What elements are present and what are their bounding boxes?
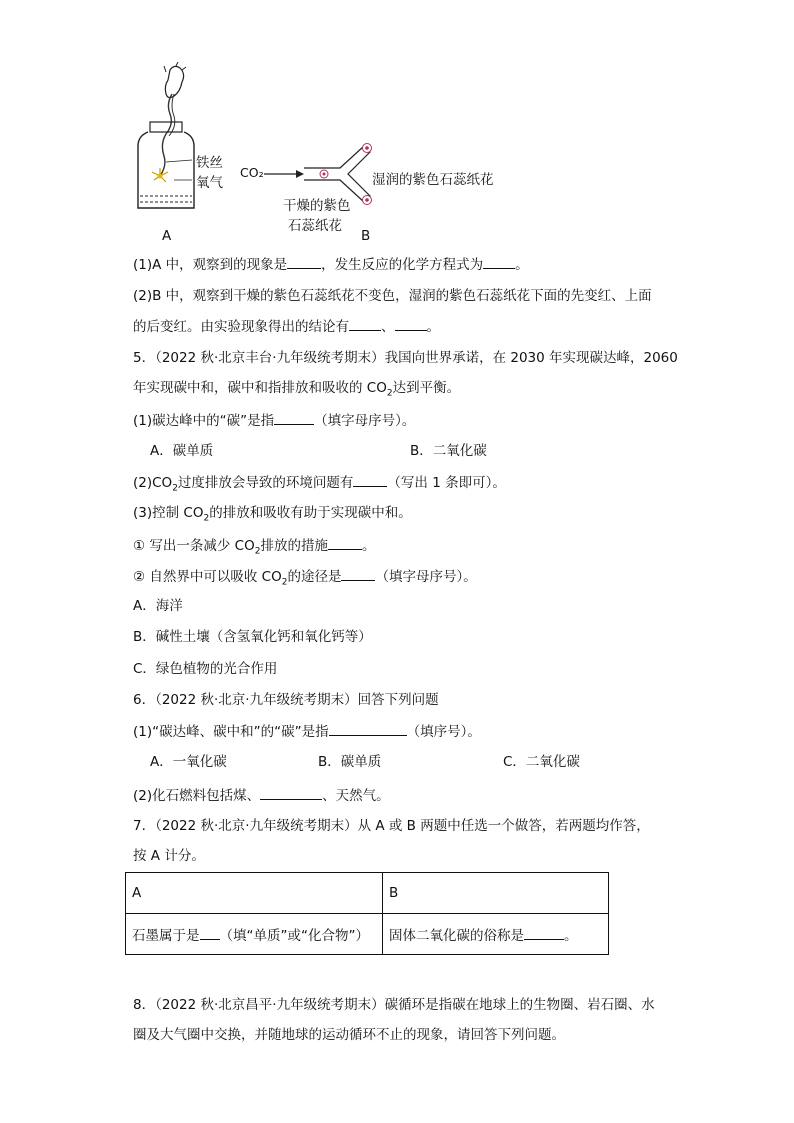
wet-flower-label: 湿润的紫色石蕊纸花 [372,172,494,188]
q5-option-b: B．碱性土壤（含氢氧化钙和氧化钙等） [133,629,372,645]
q5-part3-item2: ② 自然界中可以吸收 $CO_2$的途径是 （填字母序号）。 [133,566,477,593]
answer-blank[interactable] [274,410,314,425]
q4-part2-line2: 的后变红。由实验现象得出的结论有 、 。 [133,316,440,337]
q5-part1-option-b: B．二氧化碳 [410,443,487,459]
q6-option-c: C．二氧化碳 [503,754,580,770]
dry-flower-label-2: 石蕊纸花 [288,218,342,234]
answer-blank[interactable] [328,535,362,550]
q6-part2: (2)化石燃料包括煤、 、天然气。 [133,785,390,806]
q5-part3-item1: ① 写出一条减少 $CO_2$排放的措施 。 [133,535,375,562]
table-header-b: B [383,873,609,914]
q5-part2: $(2)CO_2$过度排放会导致的环境问题有 （写出 1 条即可）。 [133,472,506,499]
choice-table [125,872,609,955]
q8-stem-line1: 8．（2022 秋·北京昌平·九年级统考期末）碳循环是指碳在地球上的生物圈、岩石圈、水 [133,997,655,1013]
answer-blank[interactable] [329,721,407,736]
answer-blank[interactable] [395,316,427,331]
q5-part3: (3)控制 $CO_2$的排放和吸收有助于实现碳中和。 [133,505,412,524]
q6-option-a: A．一氧化碳 [150,754,227,770]
figure-a-apparatus [130,62,200,222]
oxygen-label: 氧气 [196,175,223,191]
q5-part1: (1)碳达峰中的“碳”是指 （填字母序号）。 [133,410,415,431]
dry-flower-label-1: 干燥的紫色 [283,198,351,214]
q4-part2-line1: (2)B 中，观察到干燥的紫色石蕊纸花不变色，湿润的紫色石蕊纸花下面的先变红、上面 [133,288,652,304]
q5-part1-option-a: A．碳单质 [150,443,214,459]
q5-stem-line1: 5．（2022 秋·北京丰台·九年级统考期末）我国向世界承诺，在 2030 年实现碳达峰，2060 [133,350,678,366]
q7-stem-line1: 7．（2022 秋·北京·九年级统考期末）从 A 或 B 两题中任选一个做答，若两题均作答， [133,818,650,834]
iron-wire-label: 铁丝 [196,155,223,171]
q8-stem-line2: 圈及大气圈中交换，并随地球的运动循环不止的现象，请回答下列问题。 [133,1027,565,1043]
table-cell-b: 固体二氧化碳的俗称是 。 [383,914,609,955]
q5-option-a: A．海洋 [133,598,183,614]
q5-option-c: C．绿色植物的光合作用 [133,661,278,677]
q7-stem-line2: 按 A 计分。 [133,848,205,864]
table-cell-a: 石墨属于是 （填“单质”或“化合物”） [126,914,383,955]
answer-blank[interactable] [353,472,387,487]
q6-part1: (1)“碳达峰、碳中和”的“碳”是指 （填序号）。 [133,721,481,742]
figure-b-caption: B [361,228,371,244]
q5-stem-line2: 年实现碳中和，碳中和指排放和吸收的 $CO_2$达到平衡。 [133,380,461,399]
table-header-a: A [126,873,383,914]
figure-a-caption: A [162,228,172,244]
answer-blank[interactable] [349,316,381,331]
co2-label: CO₂ [240,165,264,180]
q6-option-b: B．碳单质 [318,754,382,770]
answer-blank[interactable] [200,925,220,940]
answer-blank[interactable] [287,254,321,269]
answer-blank[interactable] [341,566,375,581]
answer-blank[interactable] [483,254,515,269]
answer-blank[interactable] [524,925,564,940]
q6-stem: 6．（2022 秋·北京·九年级统考期末）回答下列问题 [133,692,439,708]
q4-part1: (1)A 中，观察到的现象是 ，发生反应的化学方程式为 。 [133,254,529,275]
answer-blank[interactable] [260,785,322,800]
